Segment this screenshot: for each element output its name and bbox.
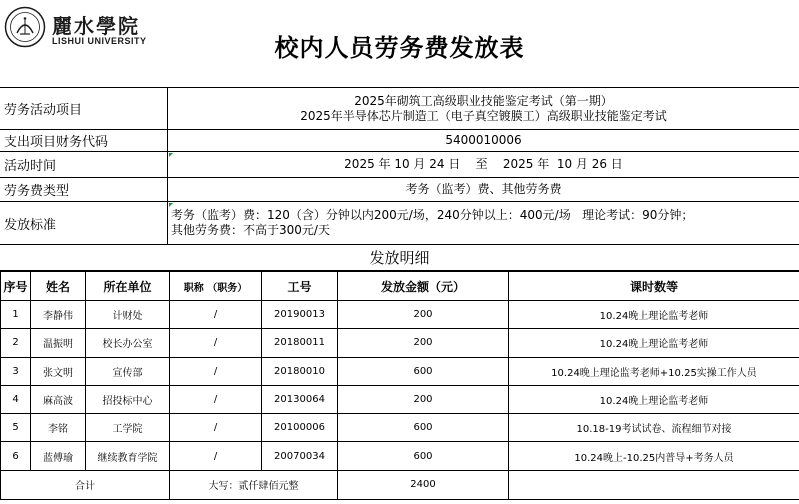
standard-line-1: 考务（监考）费：120（含）分钟以内200元/场，240分钟以上：400元/场 理论考试：90分钟； xyxy=(171,208,694,222)
project-row xyxy=(0,88,799,130)
cell-hours: 10.24晚上理论监考老师 xyxy=(509,301,799,329)
table-row xyxy=(1,385,799,413)
cell-name: 蓝傅瑜 xyxy=(31,442,86,470)
cell-name: 张文明 xyxy=(31,357,86,385)
cell-seq: 3 xyxy=(1,357,31,385)
cell-staff-id: 20190013 xyxy=(262,301,338,329)
finance-code-row xyxy=(0,130,799,152)
sheet-header xyxy=(0,0,799,88)
cell-staff-id: 20100006 xyxy=(262,414,338,442)
cell-comment-marker xyxy=(169,153,173,157)
cell-name: 李静伟 xyxy=(31,301,86,329)
cell-title: / xyxy=(170,357,262,385)
total-amount: 2400 xyxy=(338,470,509,499)
detail-table xyxy=(0,271,799,500)
project-line-1: 2025年砌筑工高级职业技能鉴定考试（第一期） xyxy=(354,93,613,108)
cell-seq: 2 xyxy=(1,329,31,357)
cell-name: 麻高波 xyxy=(31,385,86,413)
fee-type-label: 劳务费类型 xyxy=(0,178,168,201)
finance-code-value: 5400010006 xyxy=(445,133,522,147)
header-unit: 所在单位 xyxy=(86,272,170,301)
cell-hours: 10.24晚上理论监考老师+10.25实操工作人员 xyxy=(509,357,799,385)
cell-seq: 5 xyxy=(1,414,31,442)
cell-amount: 200 xyxy=(338,385,509,413)
header-name: 姓名 xyxy=(31,272,86,301)
cell-amount: 600 xyxy=(338,414,509,442)
cell-title: / xyxy=(170,442,262,470)
cell-seq: 1 xyxy=(1,301,31,329)
project-label: 劳务活动项目 xyxy=(0,88,168,129)
total-row xyxy=(1,470,799,499)
cell-title: / xyxy=(170,414,262,442)
cell-title: / xyxy=(170,301,262,329)
standard-row xyxy=(0,202,799,245)
standard-value xyxy=(168,202,799,244)
cell-unit: 工学院 xyxy=(86,414,170,442)
standard-line-2: 其他劳务费：不高于300元/天 xyxy=(171,223,330,237)
cell-staff-id: 20180011 xyxy=(262,329,338,357)
detail-section-title: 发放明细 xyxy=(0,245,799,271)
cell-amount: 200 xyxy=(338,329,509,357)
cell-unit: 计财处 xyxy=(86,301,170,329)
cell-title: / xyxy=(170,385,262,413)
cell-comment-marker xyxy=(169,203,173,207)
project-line-2: 2025年半导体芯片制造工（电子真空镀膜工）高级职业技能鉴定考试 xyxy=(300,108,667,123)
document-title: 校内人员劳务费发放表 xyxy=(274,34,525,62)
fee-type-row xyxy=(0,178,799,202)
cell-hours: 10.24晚上理论监考老师 xyxy=(509,329,799,357)
header-staff-id: 工号 xyxy=(262,272,338,301)
cell-hours: 10.18-19考试试卷、流程细节对接 xyxy=(509,414,799,442)
header-amount: 发放金额（元） xyxy=(338,272,509,301)
cell-staff-id: 20070034 xyxy=(262,442,338,470)
table-row xyxy=(1,301,799,329)
cell-name: 温振明 xyxy=(31,329,86,357)
header-title: 职称 （职务） xyxy=(170,272,262,301)
cell-unit: 校长办公室 xyxy=(86,329,170,357)
activity-time-row xyxy=(0,152,799,178)
finance-code-label: 支出项目财务代码 xyxy=(0,130,168,151)
cell-staff-id: 20130064 xyxy=(262,385,338,413)
cell-amount: 600 xyxy=(338,442,509,470)
activity-time-label: 活动时间 xyxy=(0,152,168,177)
cell-unit: 继续教育学院 xyxy=(86,442,170,470)
total-empty-cell xyxy=(509,470,799,499)
standard-label: 发放标准 xyxy=(0,202,168,244)
cell-amount: 600 xyxy=(338,357,509,385)
cell-hours: 10.24晚上-10.25内普导+考务人员 xyxy=(509,442,799,470)
logo-chinese-name: 麗水學院 xyxy=(52,14,140,38)
cell-hours: 10.24晚上理论监考老师 xyxy=(509,385,799,413)
cell-unit: 招投标中心 xyxy=(86,385,170,413)
activity-time-value: 2025 年 10 月 24 日 至 2025 年 10 月 26 日 xyxy=(344,157,623,171)
table-row xyxy=(1,442,799,470)
header-hours: 课时数等 xyxy=(509,272,799,301)
detail-header-row xyxy=(1,272,799,301)
cell-unit: 宣传部 xyxy=(86,357,170,385)
fee-type-value: 考务（监考）费、其他劳务费 xyxy=(405,182,562,196)
project-value xyxy=(168,88,799,129)
table-row xyxy=(1,329,799,357)
cell-staff-id: 20180010 xyxy=(262,357,338,385)
header-seq: 序号 xyxy=(1,272,31,301)
table-row xyxy=(1,414,799,442)
cell-seq: 4 xyxy=(1,385,31,413)
total-label: 合计 xyxy=(1,470,170,499)
logo-english-name: LISHUI UNIVERSITY xyxy=(52,36,147,46)
cell-title: / xyxy=(170,329,262,357)
total-capital-amount: 大写：贰仟肆佰元整 xyxy=(170,470,338,499)
cell-seq: 6 xyxy=(1,442,31,470)
cell-amount: 200 xyxy=(338,301,509,329)
cell-name: 李铭 xyxy=(31,414,86,442)
table-row xyxy=(1,357,799,385)
